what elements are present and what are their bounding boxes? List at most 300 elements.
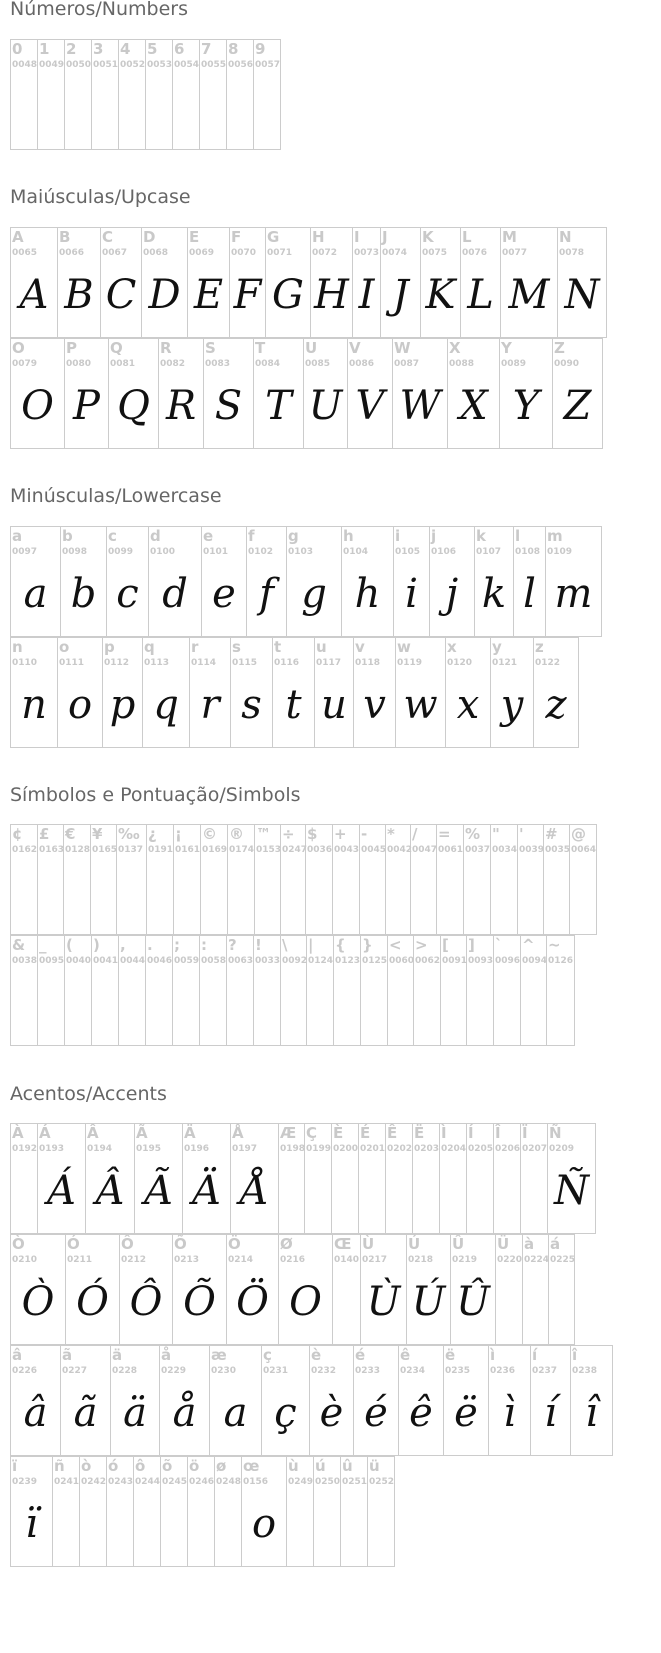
character-code: 0116 — [274, 658, 300, 668]
character-code: 0072 — [312, 248, 338, 258]
glyph-cell — [348, 338, 393, 449]
glyph-sample: T — [265, 383, 292, 429]
glyph-sample: u — [321, 682, 347, 728]
character-label: D — [143, 228, 156, 246]
character-code: 0099 — [108, 547, 134, 557]
character-code: 0125 — [362, 956, 388, 966]
character-code: 0064 — [571, 845, 597, 855]
glyph-sample: B — [64, 272, 94, 318]
character-code: 0234 — [400, 1366, 426, 1376]
glyph-sample: n — [21, 682, 47, 728]
glyph-cell — [38, 1123, 86, 1234]
glyph-sample: U — [308, 383, 343, 429]
glyph-sample — [494, 1160, 520, 1222]
character-code: 0165 — [92, 845, 118, 855]
character-code: 0225 — [550, 1255, 576, 1265]
character-code: 0038 — [12, 956, 38, 966]
glyph-sample: Û — [456, 1279, 490, 1325]
glyph-cell — [210, 1345, 262, 1456]
character-code: 0062 — [415, 956, 441, 966]
glyph-cell — [111, 1345, 160, 1456]
character-label: L — [462, 228, 472, 246]
character-label: Z — [554, 339, 565, 357]
character-label: ? — [228, 936, 237, 954]
character-code: 0105 — [395, 547, 421, 557]
character-code: 0052 — [120, 60, 146, 70]
glyph-cell — [494, 935, 521, 1046]
character-code: 0051 — [93, 60, 119, 70]
character-code: 0224 — [524, 1255, 550, 1265]
character-code: 0162 — [12, 845, 38, 855]
glyph-cell — [413, 1123, 440, 1234]
character-label: Ü — [497, 1235, 510, 1253]
character-label: ( — [66, 936, 73, 954]
glyph-sample — [254, 972, 280, 1034]
glyph-cell — [86, 1123, 135, 1234]
glyph-sample — [287, 1493, 313, 1555]
character-label: K — [422, 228, 434, 246]
glyph-cell — [11, 227, 58, 338]
character-code: 0114 — [191, 658, 217, 668]
glyph-row — [10, 824, 597, 935]
character-code: 0065 — [12, 248, 38, 258]
character-label: È — [333, 1124, 344, 1142]
character-code: 0049 — [39, 60, 65, 70]
character-code: 0107 — [476, 547, 502, 557]
character-code: 0098 — [62, 547, 88, 557]
glyph-sample: O — [289, 1279, 322, 1325]
character-code: 0073 — [354, 248, 380, 258]
character-code: 0075 — [422, 248, 448, 258]
character-code: 0174 — [229, 845, 255, 855]
glyph-cell — [149, 526, 202, 637]
glyph-sample — [254, 76, 280, 138]
character-label: Ë — [414, 1124, 425, 1142]
glyph-sample: ï — [25, 1501, 38, 1547]
glyph-sample: q — [153, 682, 179, 728]
character-code: 0058 — [201, 956, 227, 966]
glyph-cell — [262, 1345, 310, 1456]
character-label: G — [267, 228, 280, 246]
character-label: ™ — [256, 825, 271, 843]
character-code: 0219 — [452, 1255, 478, 1265]
character-label: Ö — [228, 1235, 241, 1253]
glyph-sample: j — [445, 571, 459, 617]
character-code: 0220 — [497, 1255, 523, 1265]
character-code: 0061 — [438, 845, 464, 855]
character-label: A — [12, 228, 24, 246]
glyph-cell — [467, 1123, 494, 1234]
glyph-cell — [421, 227, 461, 338]
character-code: 0121 — [492, 658, 518, 668]
glyph-row — [10, 935, 575, 1046]
glyph-sample: w — [403, 682, 438, 728]
glyph-cell — [361, 1234, 407, 1345]
character-code: 0100 — [150, 547, 176, 557]
glyph-sample: c — [116, 571, 139, 617]
character-code: 0250 — [315, 1477, 341, 1487]
glyph-cell — [11, 1345, 61, 1456]
glyph-cell — [414, 935, 441, 1046]
glyph-sample — [549, 1271, 574, 1333]
section-title: Símbolos e Pontuação/Simbols — [10, 784, 301, 806]
glyph-sample: Y — [512, 383, 540, 429]
glyph-sample: Ä — [192, 1168, 221, 1214]
character-code: 0056 — [228, 60, 254, 70]
character-label: . — [147, 936, 153, 954]
glyph-sample — [147, 861, 173, 923]
character-code: 0071 — [267, 248, 293, 258]
glyph-sample: i — [405, 571, 418, 617]
glyph-row — [10, 227, 607, 338]
glyph-cell — [11, 39, 38, 150]
character-code: 0203 — [414, 1144, 440, 1154]
glyph-sample — [332, 1160, 358, 1222]
character-code: 0237 — [532, 1366, 558, 1376]
character-label: ì — [490, 1346, 496, 1364]
glyph-cell — [103, 637, 143, 748]
character-label: 8 — [228, 40, 239, 58]
character-label: O — [12, 339, 25, 357]
glyph-cell — [279, 1123, 305, 1234]
character-code: 0037 — [465, 845, 491, 855]
character-code: 0095 — [39, 956, 65, 966]
character-label: 2 — [66, 40, 77, 58]
character-code: 0079 — [12, 359, 38, 369]
glyph-cell — [394, 526, 430, 637]
character-code: 0096 — [495, 956, 521, 966]
glyph-sample — [360, 861, 385, 923]
glyph-cell — [342, 526, 394, 637]
glyph-cell — [215, 1456, 242, 1567]
glyph-cell — [142, 227, 188, 338]
glyph-cell — [117, 824, 147, 935]
character-label: ã — [62, 1346, 73, 1364]
glyph-sample — [314, 1493, 340, 1555]
glyph-sample — [441, 972, 466, 1034]
glyph-cell — [228, 824, 255, 935]
character-code: 0085 — [305, 359, 331, 369]
glyph-cell — [266, 227, 311, 338]
glyph-cell — [11, 1456, 53, 1567]
glyph-sample: J — [392, 272, 409, 318]
character-code: 0035 — [545, 845, 571, 855]
character-label: > — [415, 936, 428, 954]
glyph-sample — [467, 1160, 493, 1222]
character-label: ë — [445, 1346, 456, 1364]
glyph-sample: Ó — [76, 1279, 109, 1325]
glyph-cell — [333, 824, 360, 935]
glyph-sample: a — [23, 571, 48, 617]
glyph-cell — [38, 935, 65, 1046]
character-code: 0226 — [12, 1366, 38, 1376]
character-code: 0161 — [175, 845, 201, 855]
character-code: 0093 — [468, 956, 494, 966]
character-code: 0195 — [136, 1144, 162, 1154]
character-label: C — [102, 228, 114, 246]
character-label: Ñ — [549, 1124, 562, 1142]
character-label: { — [335, 936, 346, 954]
glyph-sample: R — [165, 383, 197, 429]
character-label: B — [59, 228, 71, 246]
character-label: T — [255, 339, 266, 357]
glyph-cell — [58, 637, 103, 748]
glyph-cell — [310, 1345, 354, 1456]
glyph-sample: ê — [409, 1390, 433, 1436]
character-label: j — [431, 527, 437, 545]
character-label: ú — [315, 1457, 326, 1475]
character-code: 0040 — [66, 956, 92, 966]
character-label: - — [361, 825, 368, 843]
character-code: 0206 — [495, 1144, 521, 1154]
character-label: õ — [162, 1457, 173, 1475]
character-label: [ — [442, 936, 449, 954]
character-code: 0202 — [387, 1144, 413, 1154]
character-label: ø — [216, 1457, 227, 1475]
character-code: 0214 — [228, 1255, 254, 1265]
character-code: 0066 — [59, 248, 85, 258]
character-label: Ô — [121, 1235, 134, 1253]
glyph-cell — [546, 526, 602, 637]
character-code: 0230 — [211, 1366, 237, 1376]
glyph-sample: Ò — [21, 1279, 55, 1325]
character-label: Ù — [362, 1235, 375, 1253]
glyph-sample — [386, 1160, 412, 1222]
character-label: ÷ — [282, 825, 295, 843]
glyph-sample — [80, 1493, 106, 1555]
character-code: 0112 — [104, 658, 130, 668]
character-label: ô — [135, 1457, 146, 1475]
character-code: 0248 — [216, 1477, 242, 1487]
character-label: á — [550, 1235, 561, 1253]
glyph-cell — [230, 227, 266, 338]
character-code: 0123 — [335, 956, 361, 966]
glyph-sample — [414, 972, 440, 1034]
character-label: ' — [519, 825, 524, 843]
glyph-sample — [227, 76, 253, 138]
character-label: % — [465, 825, 481, 843]
glyph-sample: C — [105, 272, 137, 318]
character-code: 0084 — [255, 359, 281, 369]
character-code: 0163 — [39, 845, 65, 855]
character-code: 0198 — [280, 1144, 306, 1154]
glyph-sample — [496, 1271, 522, 1333]
character-label: a — [12, 527, 23, 545]
glyph-cell — [202, 526, 247, 637]
glyph-cell — [393, 338, 448, 449]
character-code: 0060 — [389, 956, 415, 966]
character-code: 0201 — [360, 1144, 386, 1154]
glyph-sample: f — [259, 571, 274, 617]
glyph-sample: A — [19, 272, 49, 318]
glyph-sample: E — [193, 272, 224, 318]
character-code: 0153 — [256, 845, 282, 855]
glyph-sample — [200, 972, 226, 1034]
glyph-sample: Ô — [129, 1279, 163, 1325]
character-code: 0094 — [522, 956, 548, 966]
character-code: 0054 — [174, 60, 200, 70]
character-code: 0252 — [369, 1477, 395, 1487]
glyph-cell — [143, 637, 190, 748]
character-label: ñ — [54, 1457, 65, 1475]
glyph-cell — [496, 1234, 523, 1345]
glyph-sample — [413, 1160, 439, 1222]
glyph-sample — [38, 76, 64, 138]
glyph-sample: O — [21, 383, 54, 429]
glyph-cell — [386, 824, 411, 935]
character-code: 0111 — [59, 658, 85, 668]
character-code: 0209 — [549, 1144, 575, 1154]
glyph-sample — [464, 861, 490, 923]
character-label: Y — [501, 339, 512, 357]
glyph-sample: X — [459, 383, 488, 429]
character-code: 0227 — [62, 1366, 88, 1376]
glyph-sample: e — [212, 571, 236, 617]
glyph-cell — [11, 824, 38, 935]
glyph-sample — [117, 861, 146, 923]
glyph-cell — [399, 1345, 444, 1456]
glyph-cell — [518, 824, 544, 935]
glyph-cell — [305, 1123, 332, 1234]
glyph-cell — [53, 1456, 80, 1567]
glyph-cell — [359, 1123, 386, 1234]
character-label: g — [288, 527, 299, 545]
character-code: 0074 — [382, 248, 408, 258]
glyph-cell — [92, 39, 119, 150]
character-label: à — [524, 1235, 535, 1253]
character-label: Q — [110, 339, 123, 357]
character-code: 0092 — [282, 956, 308, 966]
glyph-sample: k — [481, 571, 507, 617]
character-code: 0232 — [311, 1366, 337, 1376]
glyph-sample — [91, 861, 116, 923]
glyph-sample: I — [358, 272, 375, 318]
character-code: 0055 — [201, 60, 227, 70]
character-code: 0070 — [231, 248, 257, 258]
character-label: 9 — [255, 40, 266, 58]
character-code: 0091 — [442, 956, 468, 966]
glyph-sample: Ñ — [554, 1168, 589, 1214]
glyph-cell — [396, 637, 446, 748]
glyph-cell — [64, 824, 91, 935]
character-code: 0063 — [228, 956, 254, 966]
glyph-sample — [53, 1493, 79, 1555]
character-label: e — [203, 527, 214, 545]
character-code: 0235 — [445, 1366, 471, 1376]
glyph-cell — [134, 1456, 161, 1567]
glyph-cell — [547, 935, 575, 1046]
character-label: £ — [39, 825, 50, 843]
glyph-cell — [58, 227, 101, 338]
character-label: ó — [108, 1457, 119, 1475]
glyph-sample — [494, 972, 520, 1034]
character-label: ¡ — [175, 825, 182, 843]
glyph-sample: P — [73, 383, 100, 429]
character-label: t — [274, 638, 282, 656]
glyph-sample: G — [272, 272, 304, 318]
character-label: ; — [174, 936, 180, 954]
character-label: @ — [571, 825, 586, 843]
character-code: 0242 — [81, 1477, 107, 1487]
character-label: ] — [468, 936, 475, 954]
glyph-cell — [501, 227, 558, 338]
character-label: 5 — [147, 40, 158, 58]
glyph-cell — [80, 1456, 107, 1567]
character-code: 0042 — [387, 845, 413, 855]
character-code: 0124 — [308, 956, 334, 966]
character-code: 0069 — [189, 248, 215, 258]
glyph-sample: Å — [240, 1168, 269, 1214]
glyph-cell — [273, 637, 315, 748]
character-label: è — [311, 1346, 322, 1364]
glyph-cell — [201, 824, 228, 935]
glyph-cell — [500, 338, 553, 449]
character-label: U — [305, 339, 318, 357]
character-label: â — [12, 1346, 23, 1364]
character-label: f — [248, 527, 255, 545]
character-code: 0244 — [135, 1477, 161, 1487]
glyph-sample — [173, 972, 199, 1034]
glyph-cell — [173, 39, 200, 150]
glyph-sample: z — [545, 682, 567, 728]
character-code: 0229 — [161, 1366, 187, 1376]
character-label: æ — [211, 1346, 227, 1364]
character-code: 0128 — [65, 845, 91, 855]
glyph-sample — [341, 1493, 367, 1555]
character-code: 0034 — [492, 845, 518, 855]
glyph-sample: h — [354, 571, 381, 617]
glyph-row — [10, 1456, 395, 1567]
section-title: Maiúsculas/Upcase — [10, 186, 191, 208]
character-label: v — [355, 638, 365, 656]
character-code: 0089 — [501, 359, 527, 369]
glyph-sample: V — [355, 383, 385, 429]
glyph-row — [10, 526, 602, 637]
glyph-cell — [242, 1456, 287, 1567]
glyph-sample: Õ — [183, 1279, 216, 1325]
glyph-cell — [521, 935, 547, 1046]
character-code: 0057 — [255, 60, 281, 70]
character-label: 0 — [12, 40, 23, 58]
glyph-cell — [314, 1456, 341, 1567]
character-label: " — [492, 825, 500, 843]
character-code: 0193 — [39, 1144, 65, 1154]
glyph-cell — [548, 1123, 596, 1234]
glyph-cell — [247, 526, 287, 637]
character-code: 0197 — [232, 1144, 258, 1154]
glyph-sample: í — [544, 1390, 557, 1436]
character-code: 0246 — [189, 1477, 215, 1487]
glyph-sample: ì — [503, 1390, 516, 1436]
character-code: 0053 — [147, 60, 173, 70]
glyph-sample — [333, 1271, 360, 1333]
character-code: 0241 — [54, 1477, 80, 1487]
character-label: 6 — [174, 40, 185, 58]
character-code: 0103 — [288, 547, 314, 557]
character-code: 0228 — [112, 1366, 138, 1376]
character-label: x — [447, 638, 457, 656]
glyph-sample — [518, 861, 543, 923]
character-code: 0200 — [333, 1144, 359, 1154]
glyph-sample — [388, 972, 413, 1034]
glyph-sample — [306, 861, 332, 923]
glyph-cell — [306, 824, 333, 935]
glyph-cell — [475, 526, 514, 637]
character-label: À — [12, 1124, 24, 1142]
character-label: ä — [112, 1346, 123, 1364]
glyph-cell — [311, 227, 353, 338]
character-label: ~ — [548, 936, 561, 954]
